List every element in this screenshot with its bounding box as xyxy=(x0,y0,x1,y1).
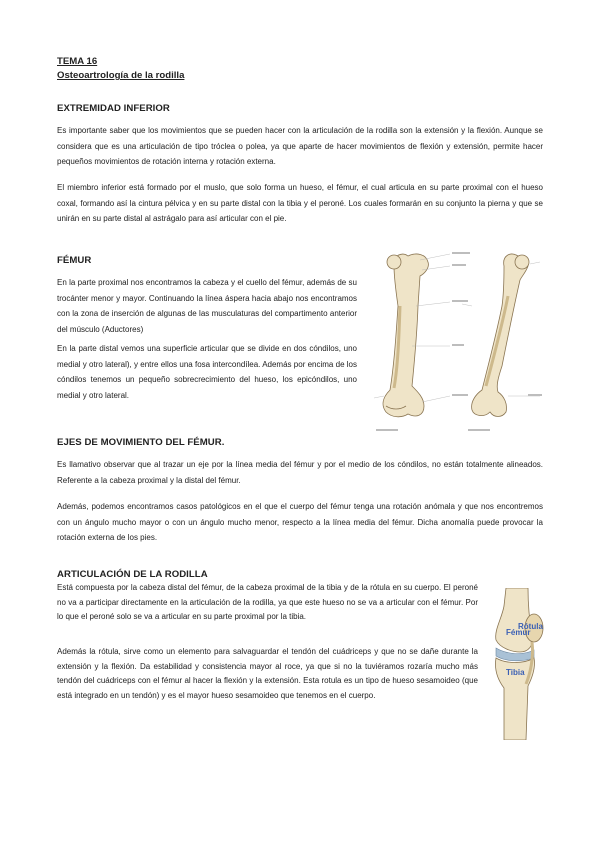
paragraph-extremidad-1: Es importante saber que los movimientos que se pueden hacer con la articulación de la rodilla son la extensión y la flexión. Aunque se considera que es una articulación de tipo tróclea o polea, ya que aparte de hacer movimientos de flexión y extensión, permite hacer pequeños movimientos de rotación interna y rotación externa. xyxy=(57,126,543,166)
femur-illustration xyxy=(372,246,544,436)
section-heading-femur: FÉMUR xyxy=(57,255,92,266)
paragraph-ejes-2: Además, podemos encontramos casos patológicos en el que el cuerpo del fémur tenga una rotación anómala y que nos encontremos con un ángulo mucho mayor o con un ángulo mucho menor, respecto a la línea media del fémur. Dicha anomalía puede provocar la rotación externa de los pies. xyxy=(57,502,543,542)
femur-anatomy-image xyxy=(372,246,544,436)
knee-label-femur: Fémur xyxy=(506,628,531,637)
section-heading-ejes: EJES DE MOVIMIENTO DEL FÉMUR. xyxy=(57,437,225,448)
paragraph-extremidad-2: El miembro inferior está formado por el muslo, que solo forma un hueso, el fémur, el cual articula en su parte proximal con el hueso coxal, formando así la cintura pélvica y en su parte distal con la tibia y el peroné. Los cuales formarán en su conjunto la pierna y que se unirán en su parte distal al astrágalo para así articular con el pie. xyxy=(57,183,543,223)
paragraph-femur-1: En la parte proximal nos encontramos la cabeza y el cuello del fémur, además de su trocánter menor y mayor. Continuando la línea áspera hacia abajo nos encontramos con la zona de inserción de algunas de las musculaturas del compartimento anterior del músculo (Aductores) xyxy=(57,278,357,334)
section-heading-rodilla: ARTICULACIÓN DE LA RODILLA xyxy=(57,569,208,580)
section-heading-extremidad: EXTREMIDAD INFERIOR xyxy=(57,103,170,114)
paragraph-ejes-1: Es llamativo observar que al trazar un eje por la línea media del fémur y por el medio de los cóndilos, no están totalmente alineados. Referente a la cabeza proximal y la distal del fémur. xyxy=(57,460,543,485)
document-title: TEMA 16 xyxy=(57,56,98,67)
knee-label-tibia: Tibia xyxy=(506,668,525,677)
paragraph-femur-2: En la parte distal vemos una superficie articular que se divide en dos cóndilos, uno medial y otro lateral), y entre ellos una fosa intercondílea. Además por encima de los cóndilos tenemos un pequeño sobrecrecimiento del hueso, los epicóndilos, uno medial y otro lateral. xyxy=(57,344,357,400)
knee-illustration xyxy=(488,588,544,740)
paragraph-rodilla-1: Está compuesta por la cabeza distal del fémur, de la cabeza proximal de la tibia y de la rótula en su cuerpo. El peroné no va a participar directamente en la articulación de la rodilla, ya que este hueso no se va a articular con el fémur. Por lo que el peroné solo se va a articular en su parte proximal por la tibia. xyxy=(57,583,478,622)
paragraph-rodilla-2: Además la rótula, sirve como un elemento para salvaguardar el tendón del cuádriceps y que no se dañe durante la extensión y la flexión. Da estabilidad y consistencia mayor al roce, ya que si no la tuviéramos rozaría mucho más tendón del cuádriceps con el fémur al hacer la flexión y la extensión. Esta rotula es un tipo de hueso sesamoideo (que está integrado en un tendón) y es el mayor hueso sesamoideo que tenemos en el cuerpo. xyxy=(57,647,478,700)
knee-anatomy-image xyxy=(488,588,544,740)
document-subtitle: Osteoartrología de la rodilla xyxy=(57,70,185,81)
knee-label-rotula: Rótula xyxy=(518,622,543,631)
